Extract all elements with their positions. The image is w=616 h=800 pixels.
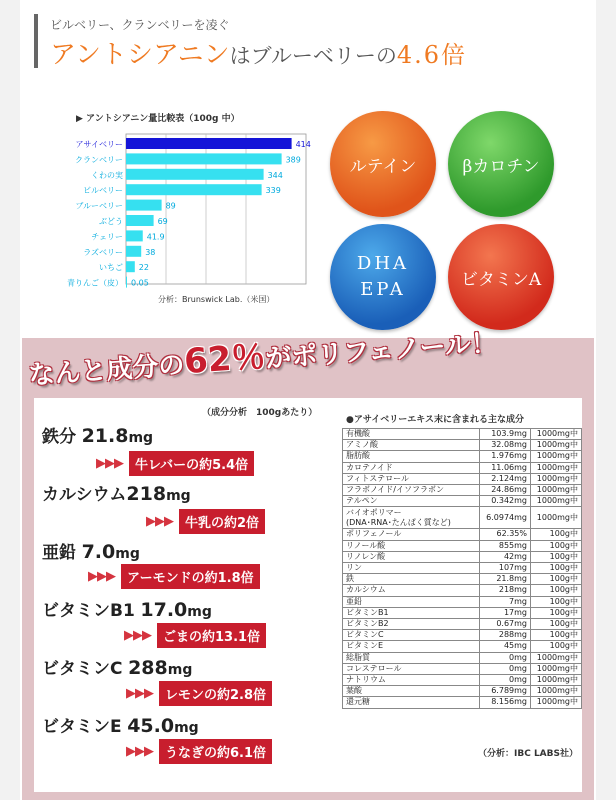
- table-cell-amount: 6.0974mg: [480, 507, 531, 529]
- table-cell-amount: 17mg: [480, 607, 531, 618]
- table-cell-per: 100g中: [531, 630, 582, 641]
- chart-bar: [126, 184, 262, 195]
- arrow-icon: ▶▶▶: [146, 514, 173, 529]
- nutrient-name: カルシウム: [42, 485, 127, 505]
- table-source-note: （分析：IBC LABS社）: [478, 749, 578, 759]
- chart-bar: [126, 138, 292, 149]
- nutrient-heading: （成分分析 100gあたり）: [202, 408, 318, 418]
- nutrient-unit: mg: [167, 662, 193, 678]
- compare-label: レモンの約2.8倍: [159, 681, 272, 706]
- table-row: [343, 540, 582, 551]
- table-cell-per: 100g中: [531, 641, 582, 652]
- chart-bar: [126, 230, 143, 241]
- table-cell-per: 100g中: [531, 585, 582, 596]
- table-cell-per: 1000mg中: [531, 652, 582, 663]
- table-row: [343, 563, 582, 574]
- table-row: [343, 485, 582, 496]
- table-cell-per: 100g中: [531, 574, 582, 585]
- table-row: [343, 652, 582, 663]
- table-cell-amount: 0mg: [480, 663, 531, 674]
- circle-label: ルテイン: [349, 156, 417, 177]
- ingredient-table: [342, 428, 582, 709]
- nutrient-iron: [42, 422, 153, 447]
- chart-value-label: 0.05: [131, 278, 149, 288]
- table-cell-amount: 6.789mg: [480, 686, 531, 697]
- table-cell-name: 総脂質: [343, 652, 480, 663]
- chart-category-label: 青りんご（皮）: [67, 278, 123, 288]
- compare-vitamin-b1: [124, 623, 266, 648]
- chart-value-label: 414: [295, 140, 311, 149]
- header-title: [50, 34, 467, 71]
- table-row: [343, 686, 582, 697]
- circle-label: ビタミンA: [460, 269, 542, 290]
- table-row: [343, 574, 582, 585]
- nutrient-value: 218: [126, 483, 167, 505]
- chart-category-label: ビルベリー: [83, 186, 123, 196]
- table-row: [343, 596, 582, 607]
- table-cell-name: 鉄: [343, 574, 480, 585]
- nutrient-name: ビタミンB1: [42, 601, 135, 621]
- table-row: [343, 607, 582, 618]
- chart-category-label: くわの実: [91, 170, 123, 180]
- anthocyanin-bar-chart: [62, 132, 311, 288]
- compare-iron: [96, 451, 254, 476]
- nutrient-unit: mg: [174, 720, 199, 736]
- table-cell-name: リノレン酸: [343, 551, 480, 562]
- table-cell-amount: 2.124mg: [480, 473, 531, 484]
- table-cell-amount: 42mg: [480, 551, 531, 562]
- table-cell-name: テルペン: [343, 496, 480, 507]
- chart-category-label: ぶどう: [99, 217, 123, 226]
- compare-calcium: [146, 509, 265, 534]
- table-cell-amount: 32.08mg: [480, 440, 531, 451]
- banner-post: がポリフェノール！: [264, 328, 498, 375]
- table-cell-name: リノール酸: [343, 540, 480, 551]
- table-cell-per: 1000mg中: [531, 663, 582, 674]
- nutrient-vitamin-b1: [42, 596, 212, 621]
- chart-value-label: 339: [265, 186, 281, 196]
- chart-bar: [126, 261, 135, 272]
- table-cell-name: 脂肪酸: [343, 451, 480, 462]
- table-row: [343, 619, 582, 630]
- table-cell-name: ビタミンE: [343, 641, 480, 652]
- table-cell-amount: 21.8mg: [480, 574, 531, 585]
- table-cell-amount: 855mg: [480, 540, 531, 551]
- chart-bar: [126, 169, 264, 180]
- compare-vitamin-c: [126, 681, 272, 706]
- table-cell-amount: 1.976mg: [480, 451, 531, 462]
- circle-lutein: [330, 111, 436, 217]
- nutrient-value: 21.8: [81, 425, 129, 447]
- table-row: [343, 663, 582, 674]
- table-cell-per: 100g中: [531, 551, 582, 562]
- table-row: [343, 496, 582, 507]
- table-row: [343, 429, 582, 440]
- table-cell-amount: 103.9mg: [480, 429, 531, 440]
- ingredient-table-title: ●アサイベリーエキス末に含まれる主な成分: [346, 415, 525, 425]
- compare-label: ごまの約13.1倍: [157, 623, 266, 648]
- table-row: [343, 529, 582, 540]
- chart-category-label: アサイベリー: [75, 140, 123, 149]
- nutrient-name: 鉄分: [42, 427, 76, 447]
- chart-value-label: 22: [138, 263, 149, 273]
- arrow-icon: ▶▶▶: [96, 456, 123, 471]
- table-cell-name: ビタミンB1: [343, 607, 480, 618]
- table-cell-amount: 218mg: [480, 585, 531, 596]
- table-cell-amount: 11.06mg: [480, 462, 531, 473]
- table-cell-per: 1000mg中: [531, 485, 582, 496]
- table-row: [343, 551, 582, 562]
- chart-value-label: 38: [145, 247, 156, 257]
- table-cell-amount: 107mg: [480, 563, 531, 574]
- table-cell-name: ポリフェノール: [343, 529, 480, 540]
- table-cell-amount: 288mg: [480, 630, 531, 641]
- table-cell-amount: 8.156mg: [480, 697, 531, 708]
- table-cell-per: 1000mg中: [531, 507, 582, 529]
- banner-pre: なんと成分の: [27, 350, 186, 392]
- compare-label: 牛レバーの約5.4倍: [129, 451, 254, 476]
- table-row: [343, 507, 582, 529]
- chart-category-label: チェリー: [91, 232, 123, 242]
- table-cell-name: カルシウム: [343, 585, 480, 596]
- table-row: [343, 462, 582, 473]
- table-cell-per: 100g中: [531, 540, 582, 551]
- chart-value-label: 344: [267, 170, 283, 180]
- banner-percent: 62％: [182, 336, 267, 383]
- table-row: [343, 697, 582, 708]
- nutrient-name: 亜鉛: [42, 543, 76, 563]
- table-cell-name: 葉酸: [343, 686, 480, 697]
- nutrient-unit: mg: [166, 488, 191, 504]
- nutrient-vitamin-e: [42, 712, 199, 737]
- chart-category-label: いちご: [99, 263, 123, 273]
- table-cell-per: 1000mg中: [531, 697, 582, 708]
- chart-title: ▶ アントシアニン量比較表（100g 中）: [76, 114, 240, 124]
- table-cell-per: 1000mg中: [531, 496, 582, 507]
- table-cell-per: 1000mg中: [531, 440, 582, 451]
- circle-dha-epa: [330, 224, 436, 330]
- table-cell-per: 1000mg中: [531, 686, 582, 697]
- table-cell-amount: 45mg: [480, 641, 531, 652]
- table-cell-per: 1000mg中: [531, 451, 582, 462]
- table-cell-per: 1000mg中: [531, 675, 582, 686]
- table-cell-per: 1000mg中: [531, 429, 582, 440]
- chart-category-label: ラズベリー: [83, 247, 123, 257]
- table-row: [343, 630, 582, 641]
- table-row: [343, 641, 582, 652]
- compare-zinc: [88, 564, 260, 589]
- table-cell-amount: 24.86mg: [480, 485, 531, 496]
- nutrient-calcium: [42, 480, 191, 505]
- chart-bar: [126, 277, 127, 288]
- table-row: [343, 675, 582, 686]
- nutrient-zinc: [42, 538, 140, 563]
- chart-value-label: 89: [165, 201, 176, 211]
- chart-bar: [126, 153, 282, 164]
- table-cell-name: 亜鉛: [343, 596, 480, 607]
- table-cell-amount: 0.342mg: [480, 496, 531, 507]
- arrow-icon: ▶▶▶: [126, 686, 153, 701]
- header-subtitle: ビルベリー、クランベリーを凌ぐ: [50, 18, 230, 32]
- table-cell-per: 100g中: [531, 607, 582, 618]
- table-cell-name: アミノ酸: [343, 440, 480, 451]
- table-row: [343, 451, 582, 462]
- table-cell-amount: 62.35%: [480, 529, 531, 540]
- table-row: [343, 473, 582, 484]
- table-cell-amount: 7mg: [480, 596, 531, 607]
- nutrient-unit: mg: [128, 430, 154, 446]
- compare-label: アーモンドの約1.8倍: [121, 564, 260, 589]
- table-cell-amount: 0.67mg: [480, 619, 531, 630]
- circle-label: DHA EPA: [356, 253, 410, 300]
- table-cell-amount: 0mg: [480, 652, 531, 663]
- nutrient-name: ビタミンE: [42, 717, 122, 737]
- compare-label: うなぎの約6.1倍: [159, 739, 272, 764]
- chart-bar: [126, 200, 162, 211]
- nutrient-name: ビタミンC: [42, 659, 123, 679]
- table-cell-per: 100g中: [531, 563, 582, 574]
- table-cell-name: フィトステロール: [343, 473, 480, 484]
- table-cell-name: バイオポリマー (DNA･RNA･たんぱく質など): [343, 507, 480, 529]
- title-main: アントシアニン: [50, 40, 230, 70]
- circle-beta-carotene: [448, 111, 554, 217]
- arrow-icon: ▶▶▶: [88, 569, 115, 584]
- chart-category-label: ブルーベリー: [75, 201, 123, 211]
- table-row: [343, 585, 582, 596]
- chart-value-label: 69: [157, 217, 168, 226]
- table-cell-name: ビタミンB2: [343, 619, 480, 630]
- nutrient-value: 17.0: [140, 599, 188, 621]
- table-cell-name: コレステロール: [343, 663, 480, 674]
- title-multiplier: 4.6倍: [396, 41, 468, 69]
- chart-source-note: 分析：Brunswick Lab.（米国）: [158, 295, 275, 304]
- nutrient-value: 288: [128, 657, 168, 679]
- chart-bar: [126, 215, 154, 226]
- table-cell-name: 還元糖: [343, 697, 480, 708]
- nutrient-value: 7.0: [81, 541, 116, 563]
- table-cell-per: 100g中: [531, 529, 582, 540]
- nutrient-unit: mg: [187, 604, 212, 620]
- nutrient-value: 45.0: [127, 715, 175, 737]
- circle-label: βカロチン: [462, 156, 540, 177]
- table-cell-amount: 0mg: [480, 675, 531, 686]
- nutrient-unit: mg: [115, 546, 140, 562]
- table-cell-name: 有機酸: [343, 429, 480, 440]
- chart-value-label: 41.9: [146, 232, 165, 242]
- chart-bar: [126, 246, 141, 257]
- table-row: [343, 440, 582, 451]
- compare-label: 牛乳の約2倍: [179, 509, 265, 534]
- arrow-icon: ▶▶▶: [126, 744, 153, 759]
- table-cell-name: ビタミンC: [343, 630, 480, 641]
- table-cell-name: フラボノイド/イソフラボン: [343, 485, 480, 496]
- chart-value-label: 389: [285, 155, 301, 165]
- nutrient-vitamin-c: [42, 654, 192, 679]
- chart-category-label: クランベリー: [75, 155, 123, 165]
- table-cell-name: カロテノイド: [343, 462, 480, 473]
- compare-vitamin-e: [126, 739, 272, 764]
- table-cell-per: 100g中: [531, 596, 582, 607]
- header-accent-bar: [34, 14, 38, 68]
- table-cell-per: 1000mg中: [531, 462, 582, 473]
- table-cell-per: 100g中: [531, 619, 582, 630]
- title-mid: はブルーベリーの: [229, 44, 397, 68]
- table-cell-per: 1000mg中: [531, 473, 582, 484]
- table-cell-name: リン: [343, 563, 480, 574]
- table-cell-name: ナトリウム: [343, 675, 480, 686]
- arrow-icon: ▶▶▶: [124, 628, 151, 643]
